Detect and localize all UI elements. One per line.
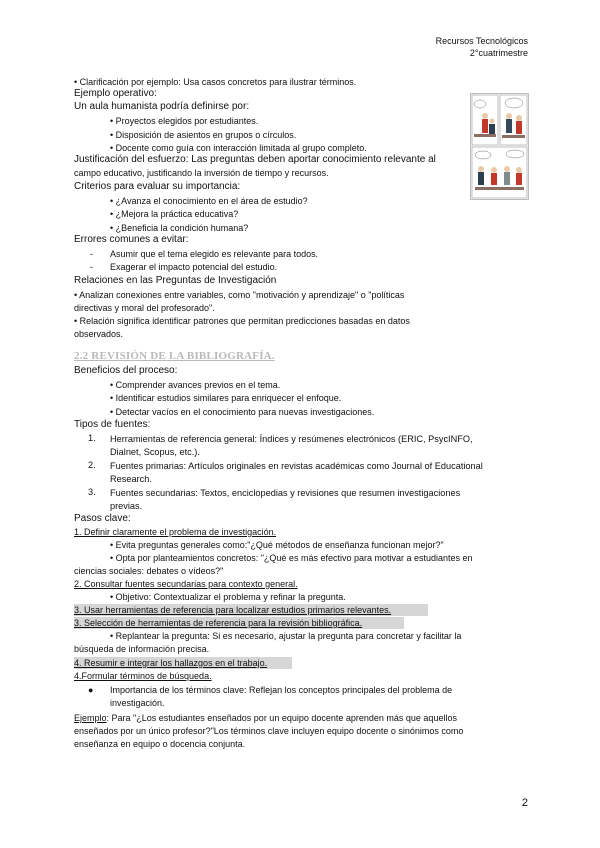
paso3b-a-line1: • Replantear la pregunta: Si es necesario, ajustar la pregunta para concretar y facilitar la — [110, 631, 462, 641]
paso-3b: 3. Selección de herramientas de referencia para la revisión bibliográfica. — [74, 617, 404, 629]
dash-icon: - — [90, 249, 93, 259]
ejemplo-operativo-heading: Ejemplo operativo: — [74, 88, 157, 99]
list-number: 3. — [88, 487, 96, 497]
relaciones-heading: Relaciones en las Preguntas de Investigación — [74, 275, 277, 286]
list-item: • Evita preguntas generales como:"¿Qué métodos de enseñanza funcionan mejor?" — [110, 540, 444, 550]
list-number: 2. — [88, 460, 96, 470]
list-item: • Proyectos elegidos por estudiantes. — [110, 116, 259, 126]
paso1-b-line2: ciencias sociales: debates o vídeos?" — [74, 566, 224, 576]
list-item: • ¿Beneficia la condición humana? — [110, 223, 249, 233]
ejemplo-text: : Para "¿Los estudiantes enseñados por un equipo docente aprenden más que aquellos — [106, 713, 457, 723]
importancia-line2: investigación. — [110, 698, 165, 708]
paso-3: 3. Usar herramientas de referencia para localizar estudios primarios relevantes. — [74, 604, 428, 616]
errores-heading: Errores comunes a evitar: — [74, 234, 189, 245]
list-item: • ¿Mejora la práctica educativa? — [110, 209, 239, 219]
list-item: • Disposición de asientos en grupos o círculos. — [110, 130, 297, 140]
relaciones-bullet1-line1: • Analizan conexiones entre variables, como "motivación y aprendizaje" o "políticas — [74, 290, 405, 300]
aula-humanista-text: Un aula humanista podría definirse por: — [74, 101, 250, 112]
relaciones-bullet2-line1: • Relación significa identificar patrones que permitan predicciones basadas en datos — [74, 316, 410, 326]
ejemplo-line1 — [74, 712, 528, 724]
tipo-fuente-2-line1: Fuentes primarias: Artículos originales en revistas académicas como Journal of Educational — [110, 461, 483, 471]
criterios-heading: Criterios para evaluar su importancia: — [74, 181, 241, 192]
list-item: • Identificar estudios similares para enriquecer el enfoque. — [110, 393, 342, 403]
list-item: • ¿Avanza el conocimiento en el área de estudio? — [110, 196, 308, 206]
list-item: • Comprender avances previos en el tema. — [110, 380, 281, 390]
paso1-b-line1: • Opta por planteamientos concretos: "¿Qué es más efectivo para motivar a estudiantes en — [110, 553, 473, 563]
paso-1: 1. Definir claramente el problema de investigación. — [74, 527, 277, 537]
tipo-fuente-1-line1: Herramientas de referencia general: Índices y resúmenes electrónicos (ERIC, PsycINFO, — [110, 434, 473, 444]
pasos-heading: Pasos clave: — [74, 513, 131, 524]
section-title: 2.2 REVISIÓN DE LA BIBLIOGRAFÍA. — [74, 350, 275, 362]
relaciones-bullet1-line2: directivas y moral del profesorado". — [74, 303, 215, 313]
list-item: • Detectar vacíos en el conocimiento para nuevas investigaciones. — [110, 407, 375, 417]
list-item: Asumir que el tema elegido es relevante para todos. — [110, 249, 319, 259]
importancia-line1: Importancia de los términos clave: Reflejan los conceptos principales del problema de — [110, 685, 453, 695]
justificacion-line2: campo educativo, justificando la inversión de tiempo y recursos. — [74, 168, 329, 178]
ejemplo-line2: enseñados por un único profesor?"Los términos clave incluyen equipo docente o sinónimos como — [74, 726, 464, 736]
paso-2: 2. Consultar fuentes secundarias para contexto general. — [74, 579, 298, 589]
ejemplo-label: Ejemplo — [74, 713, 107, 723]
relaciones-bullet2-line2: observados. — [74, 329, 124, 339]
header-course: Recursos Tecnológicos — [435, 36, 528, 46]
bullet-icon: ● — [88, 685, 94, 695]
dash-icon: - — [90, 262, 93, 272]
list-item: Exagerar el impacto potencial del estudio. — [110, 262, 278, 272]
paso-4b: 4.Formular términos de búsqueda. — [74, 671, 212, 681]
header-term: 2°cuatrimestre — [469, 48, 528, 58]
paso3b-a-line2: búsqueda de información precisa. — [74, 644, 210, 654]
clarificacion-bullet: • Clarificación por ejemplo: Usa casos concretos para ilustrar términos. — [74, 77, 357, 87]
tipo-fuente-3-line2: previas. — [110, 501, 143, 511]
page-number: 2 — [521, 797, 528, 809]
justificacion-line1: Justificación del esfuerzo: Las preguntas deben aportar conocimiento relevante al — [74, 154, 436, 165]
list-number: 1. — [88, 433, 96, 443]
tipo-fuente-2-line2: Research. — [110, 474, 152, 484]
ejemplo-line3: enseñanza en equipo o docencia conjunta. — [74, 739, 246, 749]
list-item: • Objetivo: Contextualizar el problema y refinar la pregunta. — [110, 592, 346, 602]
beneficios-heading: Beneficios del proceso: — [74, 365, 178, 376]
paso-4: 4. Resumir e integrar los hallazgos en el trabajo. — [74, 657, 292, 669]
tipos-heading: Tipos de fuentes: — [74, 419, 151, 430]
tipo-fuente-3-line1: Fuentes secundarias: Textos, enciclopedias y revisiones que resumen investigaciones — [110, 488, 461, 498]
tipo-fuente-1-line2: Dialnet, Scopus, etc.). — [110, 447, 200, 457]
list-item: • Docente como guía con interacción limitada al grupo completo. — [110, 143, 367, 153]
